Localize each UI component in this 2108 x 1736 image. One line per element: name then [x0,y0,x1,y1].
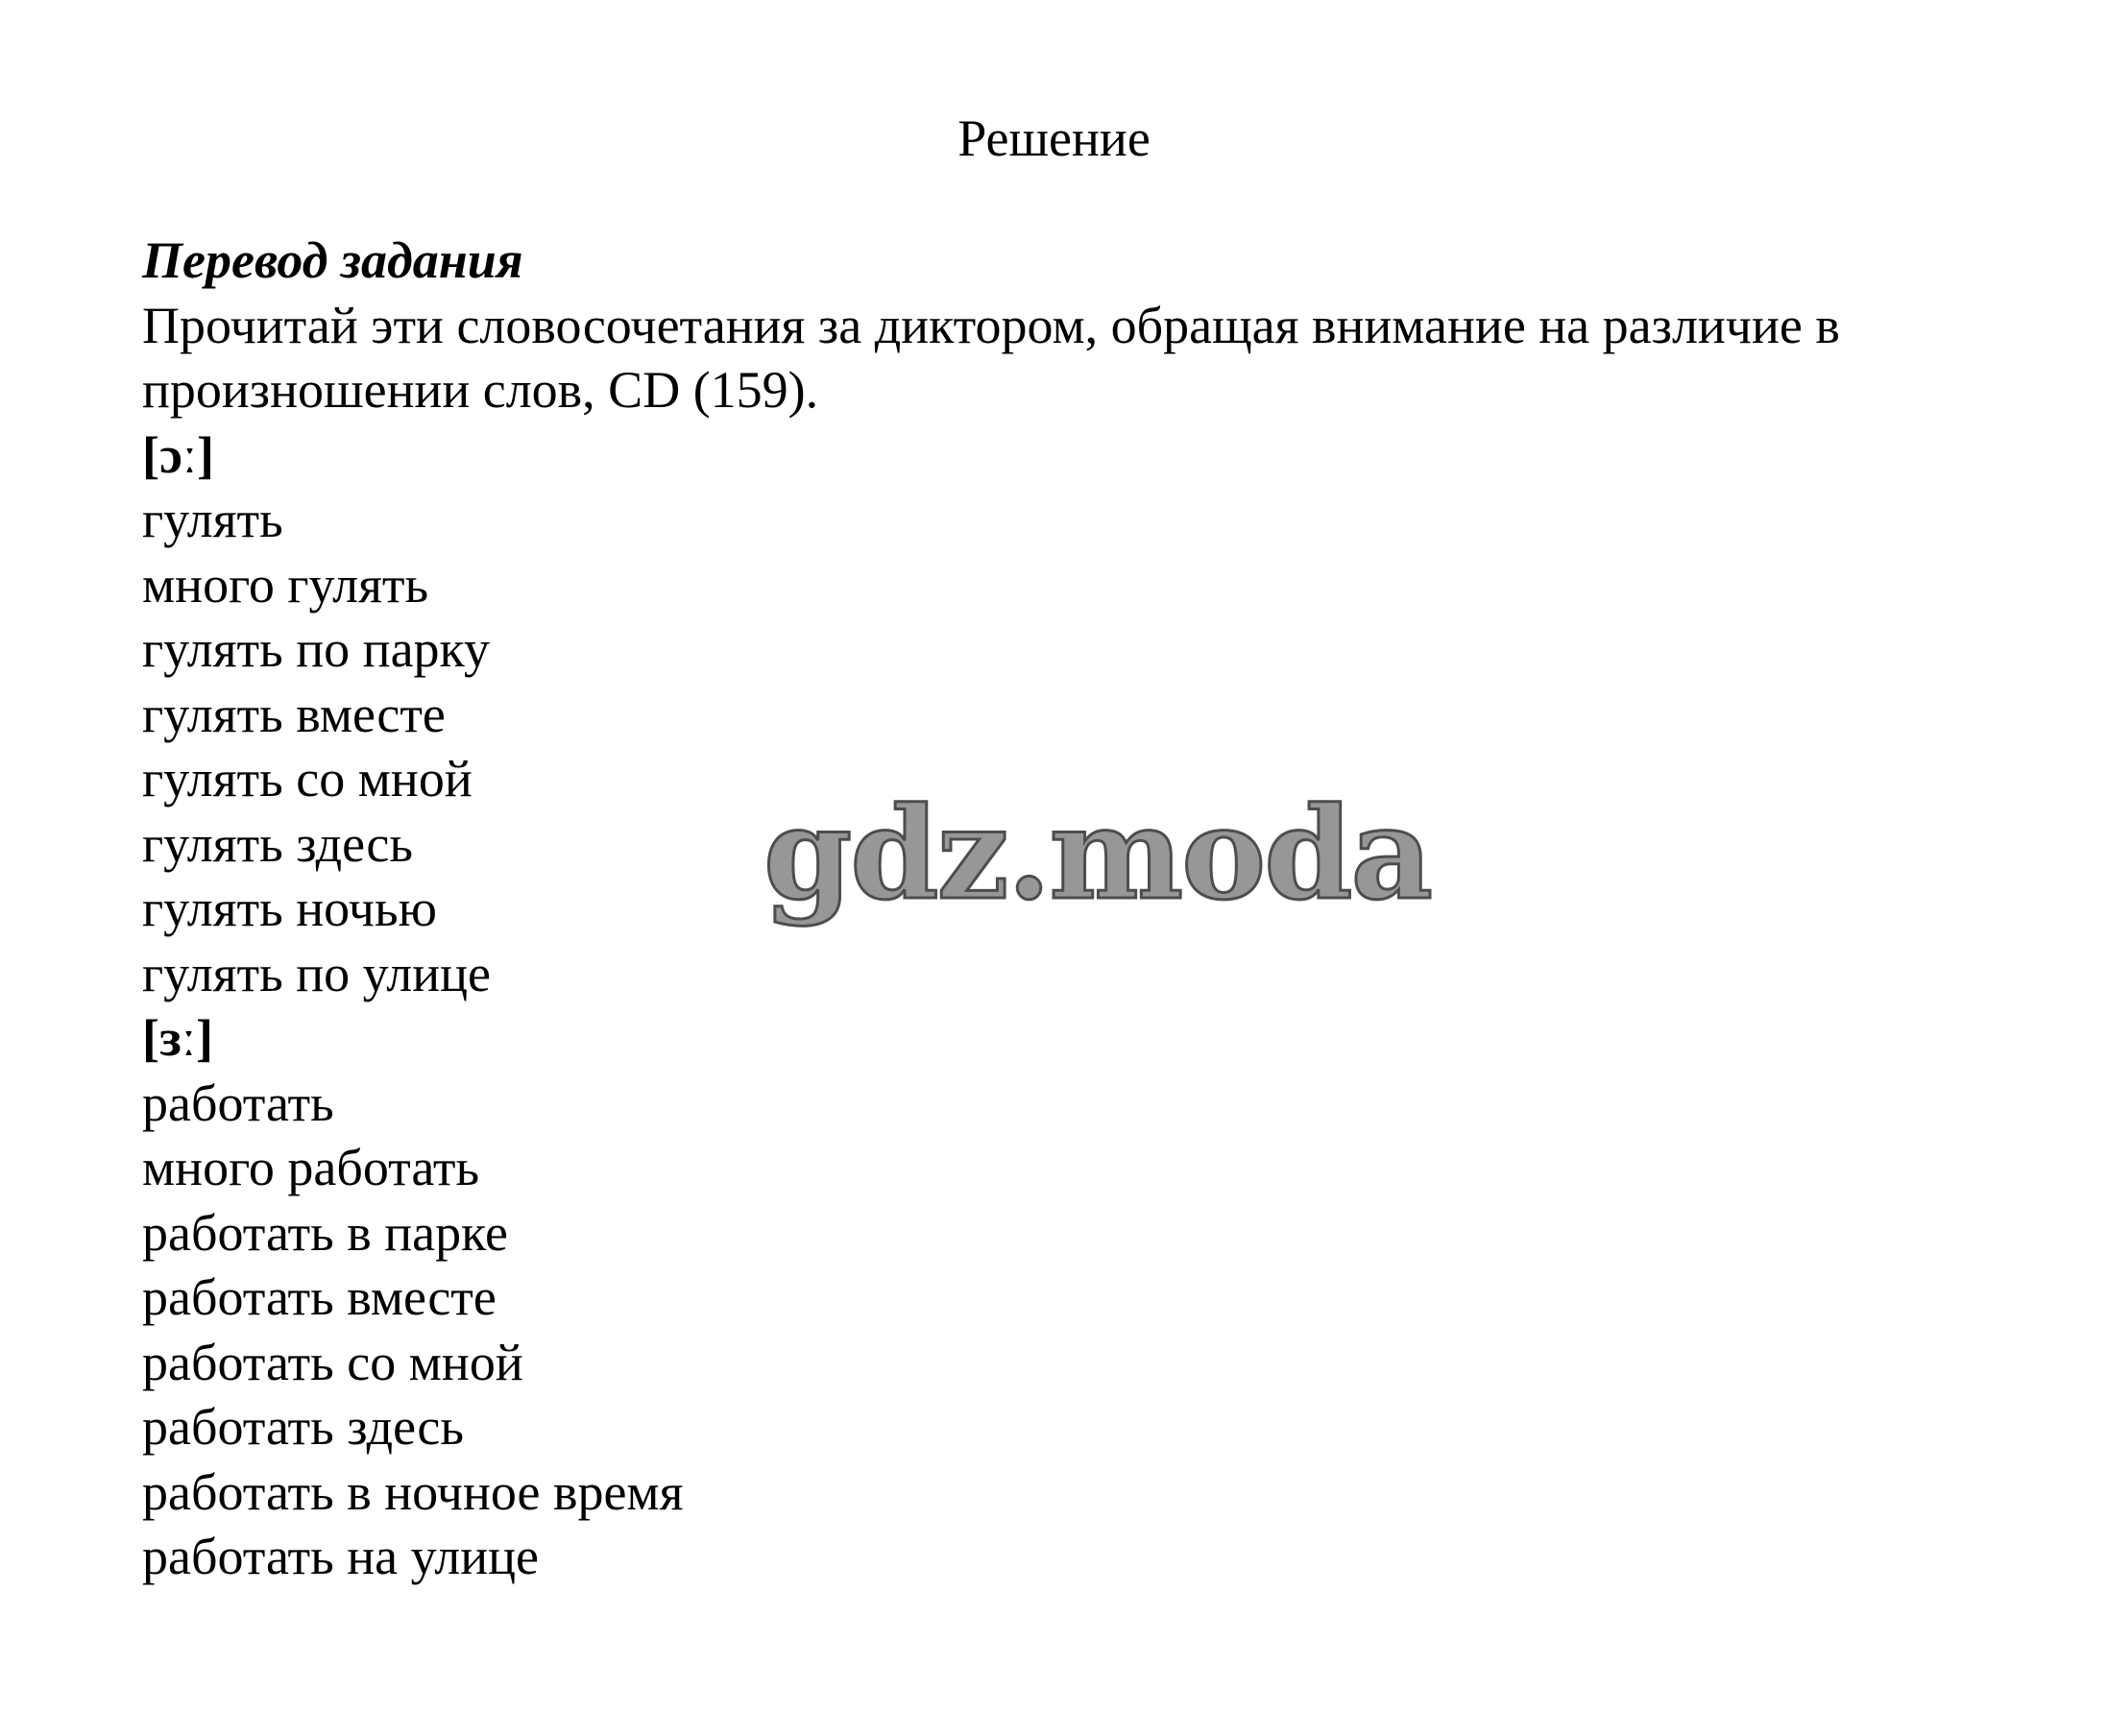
page-title: Решение [957,109,1151,167]
phoneme-group [142,1006,2044,1590]
phrase-item: работать со мной [142,1333,523,1391]
phrase-item: работать [142,1073,334,1132]
phrase-item: гулять ночью [142,880,437,937]
phrase-list [142,1072,2044,1590]
phrase-item: гулять по улице [142,944,492,1002]
phrase-item: гулять со мной [142,750,472,808]
phrase-item: работать в парке [142,1203,509,1262]
phrase-item: работать в ночное время [142,1462,684,1521]
phrase-item: работать на улице [142,1528,539,1585]
phrase-list [142,488,2044,1006]
phrase-item: работать здесь [142,1398,465,1456]
phrase-item: гулять [142,491,283,548]
phrase-item: работать вместе [142,1268,497,1326]
phrase-item: много гулять [142,555,429,614]
phoneme-label: [ɜː] [142,1009,214,1067]
phrase-item: гулять по парку [142,620,491,678]
watermark-logo: gdz.moda [763,780,1432,928]
phrase-item: гулять здесь [142,814,414,873]
phoneme-label: [ɔː] [142,425,214,484]
phrase-item: много работать [142,1139,480,1196]
phrase-item: гулять вместе [142,685,446,743]
task-text: Прочитай эти словосочетания за диктором, обращая внимание на различие в произношении слов, CD (159). [142,296,1840,419]
section-heading: Перевод задания [142,231,523,289]
